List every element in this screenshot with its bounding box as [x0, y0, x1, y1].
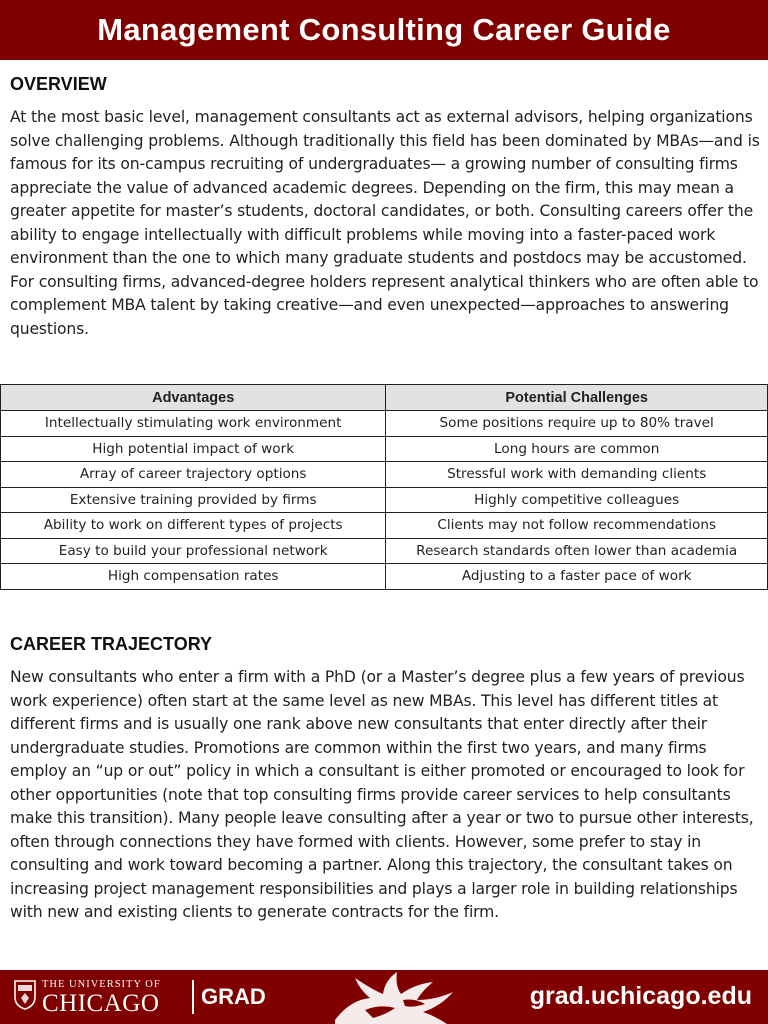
- challenge-cell: Long hours are common: [386, 436, 768, 462]
- career-trajectory-heading: CAREER TRAJECTORY: [10, 634, 213, 654]
- footer-divider: [192, 980, 194, 1014]
- university-name-small: THE UNIVERSITY OF: [42, 979, 161, 990]
- page-title: Management Consulting Career Guide: [97, 12, 671, 47]
- table-row: [1, 538, 768, 564]
- advantage-cell: High potential impact of work: [1, 436, 386, 462]
- challenge-cell: Research standards often lower than academia: [386, 538, 768, 564]
- advantage-cell: Easy to build your professional network: [1, 538, 386, 564]
- table-header-row: [1, 385, 768, 411]
- advantage-cell: High compensation rates: [1, 564, 386, 590]
- crest-icon: [14, 980, 36, 1010]
- challenge-cell: Clients may not follow recommendations: [386, 513, 768, 539]
- university-name-big: CHICAGO: [42, 990, 160, 1017]
- table-row: [1, 513, 768, 539]
- overview-paragraph: At the most basic level, management consultants act as external advisors, helping organizations solve challenging problems. Although traditionally this field has been dominated by MBAs—and is famous for its on-campus recruiting of undergraduates— a growing number of consulting firms appreciate the value of advanced academic degrees. Depending on the firm, this may mean a greater appetite for master’s students, doctoral candidates, or both. Consulting careers offer the ability to engage intellectually with difficult problems while moving into a faster-paced work environment than the one to which many graduate students and postdocs may be accustomed. For consulting firms, advanced-degree holders represent analytical thinkers who are often able to complement MBA talent by taking creative—and even unexpected—approaches to answering questions.: [10, 108, 760, 338]
- career-trajectory-paragraph: New consultants who enter a firm with a PhD (or a Master’s degree plus a few years of previous work experience) often start at the same level as new MBAs. This level has different titles at different firms and is usually one rank above new consultants that enter directly after their undergraduate studies. Promotions are common within the first two years, and many firms employ an “up or out” policy in which a consultant is either promoted or encouraged to look for other opportunities (note that top consulting firms provide career services to help consultants make this transition). Many people leave consulting after a year or two to pursue other interests, often through connections they have formed with clients. However, some prefer to stay in consulting and work toward becoming a partner. Along this trajectory, the consultant takes on increasing project management responsibilities and plays a larger role in building relationships with new and existing clients to generate contracts for the firm.: [10, 668, 754, 921]
- advantage-cell: Ability to work on different types of projects: [1, 513, 386, 539]
- advantage-cell: Intellectually stimulating work environment: [1, 411, 386, 437]
- table-row: [1, 487, 768, 513]
- grad-label: GRAD: [201, 984, 266, 1009]
- table-row: [1, 564, 768, 590]
- footer-url-link[interactable]: grad.uchicago.edu: [529, 982, 752, 1010]
- challenge-cell: Stressful work with demanding clients: [386, 462, 768, 488]
- column-header-advantages: Advantages: [1, 385, 386, 411]
- header-bar: [0, 0, 768, 60]
- overview-heading: OVERVIEW: [10, 74, 107, 94]
- challenge-cell: Highly competitive colleagues: [386, 487, 768, 513]
- table-row: [1, 411, 768, 437]
- advantage-cell: Array of career trajectory options: [1, 462, 386, 488]
- table-row: [1, 436, 768, 462]
- footer-bar: [0, 970, 768, 1024]
- challenge-cell: Adjusting to a faster pace of work: [386, 564, 768, 590]
- challenge-cell: Some positions require up to 80% travel: [386, 411, 768, 437]
- advantage-cell: Extensive training provided by firms: [1, 487, 386, 513]
- comparison-table: [0, 384, 768, 590]
- phoenix-icon: [325, 970, 465, 1024]
- table-row: [1, 462, 768, 488]
- column-header-challenges: Potential Challenges: [386, 385, 768, 411]
